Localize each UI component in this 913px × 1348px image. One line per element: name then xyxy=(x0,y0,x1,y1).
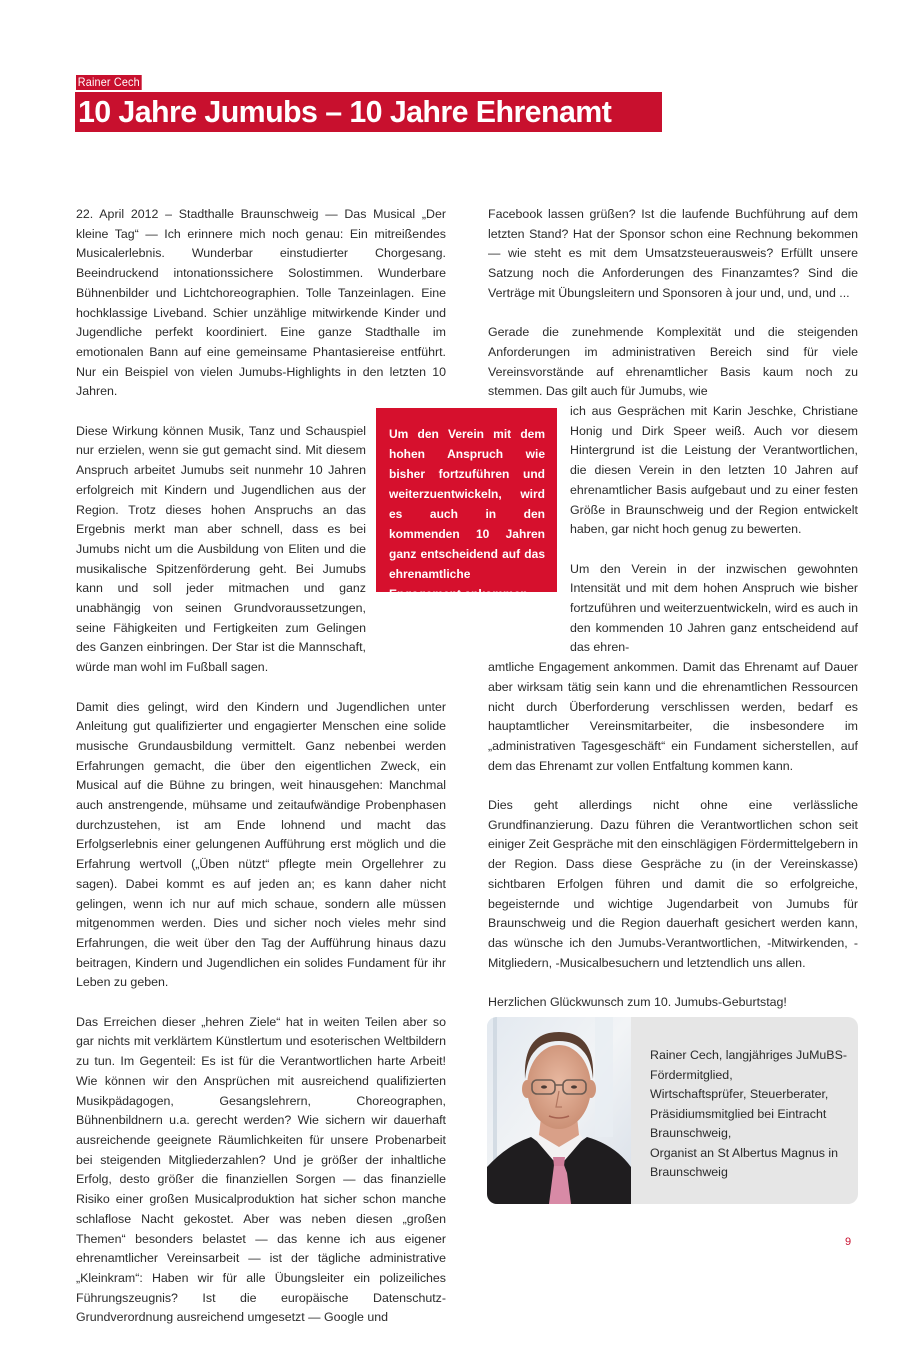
bio-line: Fördermitglied, xyxy=(650,1067,733,1082)
paragraph: Dies geht allerdings nicht ohne eine verlässliche Grundfinanzierung. Dazu führen die Verantwortlichen schon seit einiger Zeit Gespräche mit den einschlägigen Fördermittelgebern in der Region. Dass diese Gespräche zu (in der Vereinskasse) sichtbaren Erfolgen führen und damit die so erfolgreiche, begeisternde und wichtige Jugendarbeit von Jumubs für Braunschweig und die Region dauerhaft gesichert werden kann, das wünsche ich den Jumubs-Verantwortlichen, -Mitwirkenden, -Mitgliedern, -Musicalbesuchern und letztendlich uns allen. xyxy=(488,798,858,970)
bio-line: Wirtschaftsprüfer, Steuerberater, xyxy=(650,1087,829,1101)
paragraph: Herzlichen Glückwunsch zum 10. Jumubs-Geburtstag! xyxy=(488,995,787,1010)
bio-line: Braunschweig, xyxy=(650,1126,732,1140)
bio-line: Organist an St Albertus Magnus in xyxy=(650,1145,839,1160)
author-bio-box xyxy=(487,1017,858,1204)
portrait-image-icon xyxy=(487,1017,631,1204)
author-tag: Rainer Cech xyxy=(77,75,140,89)
left-column xyxy=(76,205,446,1348)
paragraph: amtliche Engagement ankommen. Damit das Ehrenamt auf Dauer aber wirksam tätig sein kann und die ehrenamtlichen Ressourcen nicht durch Überforderung verschlissen werden, bedarf es hauptamtlicher Vereinsmitarbeiter, die insbesondere im „administrativen Tagesgeschäft“ ein Fundament sicherstellen, auf dem das Ehrenamt zur vollen Entfaltung kommen kann. xyxy=(488,660,858,773)
paragraph: Das Erreichen dieser „hehren Ziele“ hat in weiten Teilen aber so gar nichts mit verklärtem Künstlertum und esoterischen Weltbildern zu tun. Im Gegenteil: Es ist für die Verantwortlichen harte Arbeit! Wie können wir den Ansprüchen mit ausreichend qualifizierten Musikpädagogen, Gesangslehrern, Choreographen, Bühnenbildnern u.a. gerecht werden? Wie sichern wir dauerhaft ausreichende geeignete Räumlichkeiten für unsere Probenarbeit bei steigenden Mitgliederzahlen? Und je größer der inhaltliche Erfolg, desto größer die finanziellen Sorgen — das finanzielle Risiko einer großen Musicalproduktion hat sicher schon manche schlaflose Nacht gekostet. Aber was neben diesen „großen Themen“ besonders belastet — das kenne ich aus eigener ehrenamtlicher Vereinsarbeit — ist der tägliche administrative „Kleinkram“: Haben wir für alle Übungsleiter ein polizeiliches Führungszeugnis? Ist die europäische Datenschutz-Grundverordnung ausreichend umgesetzt — Google und xyxy=(76,1014,446,1325)
paragraph: 22. April 2012 – Stadthalle Braunschweig — Das Musical „Der kleine Tag“ — Ich erinnere mich noch genau: Ein mitreißendes Musicalerlebnis. Wunderbar einstudierter Chorgesang. Beeindruckend intonationssichere Solostimmen. Wunderbare Bühnenbilder und Lichtchoreographien. Tolle Tanzeinlagen. Eine hochklassige Liveband. Schier unzählige mitwirkende Kinder und Jugendliche perfekt koordiniert. Eine ganze Stadthalle im emotionalen Bann auf eine gemeinsame Phantasiereise entführt. Nur ein Beispiel von vielen Jumubs-Highlights in den letzten 10 Jahren. xyxy=(76,207,446,399)
author-photo xyxy=(487,1017,631,1204)
pull-quote-text: Um den Verein mit dem hohen Anspruch wie bisher fortzuführen und weiterzuentwickeln, wird es auch in den kommenden 10 Jahren ganz entscheidend auf das ehrenamtliche Engagement ankommen. xyxy=(389,427,545,601)
page-number: 9 xyxy=(845,1236,852,1248)
paragraph: Um den Verein in der inzwischen gewohnten Intensität und mit dem hohen Anspruch wie bisher fortzuführen und weiterzuentwickeln, wird es auch in den kommenden 10 Jahren ganz entscheidend auf das ehren- xyxy=(570,561,858,655)
author-bio-text xyxy=(650,1046,850,1183)
page-title: 10 Jahre Jumubs – 10 Jahre Ehrenamt xyxy=(77,94,612,129)
right-column xyxy=(488,205,858,1032)
bio-line: Rainer Cech, langjähriges JuMuBS- xyxy=(650,1048,847,1062)
paragraph: Facebook lassen grüßen? Ist die laufende Buchführung auf dem letzten Stand? Hat der Sponsor schon eine Rechnung bekommen — wie steht es mit dem Umsatzsteuerausweis? Erfüllt unsere Satzung noch die Anforderungen des Finanzamtes? Sind die Verträge mit Übungsleitern und Sponsoren à jour und, und, und ... xyxy=(488,207,858,300)
paragraph: ich aus Gesprächen mit Karin Jeschke, Christiane Honig und Dirk Speer weiß. Auch vor diesem Hintergrund ist die Leistung der Verantwortlichen, die diesen Verein in den letzten 10 Jahren auf ehrenamtlicher Basis aufgebaut und zu einer festen Größe in Braunschweig und der Region entwickelt haben, gar nicht hoch genug zu bewerten. xyxy=(570,404,858,537)
paragraph: Diese Wirkung können Musik, Tanz und Schauspiel nur erzielen, wenn sie gut gemacht sind. Mit diesem Anspruch arbeitet Jumubs seit nunmehr 10 Jahren erfolgreich mit Kindern und Jugendlichen aus der Region. Trotz dieses hohen Anspruchs an das Ergebnis merkt man aber schnell, dass es bei Jumubs nicht um die Ausbildung von Eliten und die musikalische Spitzenförderung geht. Bei Jumubs kann und soll jeder mitmachen und ganz unabhängig von seinen Grundvoraussetzungen, seine Fähigkeiten und Fertigkeiten zum Gelingen des Ganzen einbringen. Der Star ist die Mannschaft, würde man wohl im Fußball sagen. xyxy=(76,423,366,675)
title-bar xyxy=(75,92,662,132)
bio-line: Braunschweig xyxy=(650,1165,728,1179)
bio-line: Präsidiumsmitglied bei Eintracht xyxy=(650,1106,827,1121)
paragraph: Damit dies gelingt, wird den Kindern und Jugendlichen unter Anleitung gut qualifizierter und engagierter Menschen eine solide musische Grundausbildung vermittelt. Ganz nebenbei werden Erfahrungen gemacht, die über den eigentlichen Zweck, ein Musical auf die Bühne zu bringen, weit hinausgehen: Manchmal auch anstrengende, mühsame und zeitaufwändige Probenphasen durchzustehen, ist am Ende lohnend und macht das Erfolgserlebnis einer gelungenen Aufführung erst möglich und die Erfahrung wertvoll („Üben nützt“ pflegte mein Orgellehrer zu sagen). Dabei kommt es auf jeden an; es kann daher nicht gelingen, wenn ich nur auf mich schaue, sondern alle müssen mitgenommen werden. Dies und sicher noch vieles mehr sind Erfahrungen, die weit über den Tag der Aufführung hinaus dazu beitragen, Kindern und Jugendlichen ein solides Fundament für ihr Leben zu geben. xyxy=(76,699,446,990)
paragraph: Gerade die zunehmende Komplexität und die steigenden Anforderungen im administrativen Bereich sind für viele Vereinsvorstände auf ehrenamtlicher Basis kaum noch zu stemmen. Das gilt auch für Jumubs, wie xyxy=(488,325,858,399)
